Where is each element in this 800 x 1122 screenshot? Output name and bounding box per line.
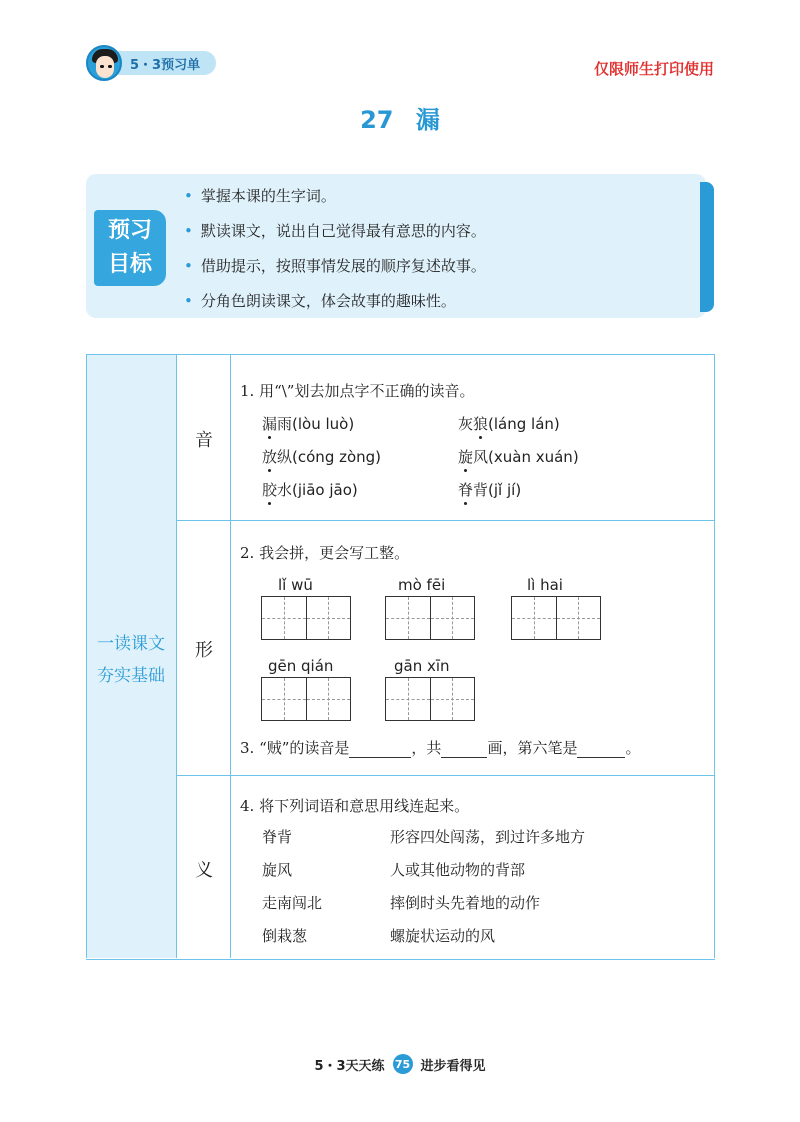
question-2: 2. 我会拼，更会写工整。 [240,544,410,562]
section-line2: 夯实基础 [97,666,165,686]
table-divider [230,354,231,958]
goals-edge [700,182,714,312]
q1-item: 漏雨(lòu luò) [262,415,355,433]
question-1: 1. 用“\”划去加点字不正确的读音。 [240,382,475,400]
writing-box[interactable] [385,596,475,640]
q1-item: 放纵(cóng zòng) [262,448,382,466]
writing-box[interactable] [261,596,351,640]
footer-left: 5・3天天练 [314,1058,385,1074]
match-left[interactable]: 走南闯北 [262,894,323,912]
q1-item: 脊背(jǐ jí) [458,481,522,499]
writing-box[interactable] [511,596,601,640]
q1-item: 灰狼(láng lán) [458,415,560,433]
q1-item: 胶水(jiāo jāo) [262,481,358,499]
pinyin-options[interactable]: (lòu luò) [292,415,355,433]
word-pinyin: lì hai [527,576,563,594]
avatar-icon [86,45,122,81]
pinyin-options[interactable]: (jǐ jí) [488,481,522,499]
answer-blank[interactable] [577,739,625,758]
lesson-name: 漏 [415,106,440,134]
goal-item: • 默读课文，说出自己觉得最有意思的内容。 [184,218,486,253]
question-3: 3. “贼”的读音是 ，共 画，第六笔是 。 [240,739,641,757]
match-right[interactable]: 人或其他动物的背部 [390,861,526,879]
goals-tag-line2: 目标 [107,252,152,277]
dotted-char: 漏 [262,415,278,433]
row-label-sound: 音 [195,430,213,451]
word-pinyin: lǐ wū [278,576,313,594]
writing-box[interactable] [385,677,475,721]
header-badge [86,48,216,78]
row-label-meaning: 义 [195,860,213,881]
pinyin-options[interactable]: (cóng zòng) [292,448,382,466]
match-left[interactable]: 旋风 [262,861,293,879]
dotted-char: 脊 [458,481,474,499]
page-number: 75 [393,1054,413,1074]
dotted-char: 狼 [473,415,489,433]
pinyin-options[interactable]: (láng lán) [488,415,560,433]
goals-tag [94,210,166,286]
section-line1: 一读课文 [97,634,165,654]
footer-right: 进步看得见 [420,1058,486,1074]
badge-label: 5・3预习单 [116,51,216,75]
table-border-right [714,354,715,958]
print-note: 仅限师生打印使用 [593,60,714,78]
question-4: 4. 将下列词语和意思用线连起来。 [240,797,470,815]
writing-box[interactable] [261,677,351,721]
section-label [86,628,176,692]
goal-item: • 掌握本课的生字词。 [184,183,486,218]
match-right[interactable]: 形容四处闯荡，到过许多地方 [390,828,586,846]
match-left[interactable]: 倒栽葱 [262,927,308,945]
pinyin-options[interactable]: (xuàn xuán) [488,448,579,466]
row-label-form: 形 [195,640,213,661]
goal-item: • 借助提示，按照事情发展的顺序复述故事。 [184,253,486,288]
row-divider [176,520,714,521]
goals-list [184,183,486,323]
dotted-char: 放 [262,448,278,466]
goal-item: • 分角色朗读课文，体会故事的趣味性。 [184,288,486,323]
match-right[interactable]: 螺旋状运动的风 [390,927,496,945]
dotted-char: 旋 [458,448,474,466]
match-right[interactable]: 摔倒时头先着地的动作 [390,894,541,912]
goals-tag-line1: 预习 [107,218,152,243]
lesson-title [0,100,800,135]
answer-blank[interactable] [349,739,411,758]
table-border-left [86,354,87,958]
word-pinyin: gān xīn [394,657,450,675]
lesson-number: 27 [360,106,394,134]
word-pinyin: mò fēi [398,576,446,594]
page-footer [0,1054,800,1074]
dotted-char: 胶 [262,481,278,499]
word-pinyin: gēn qián [268,657,334,675]
answer-blank[interactable] [441,739,487,758]
q1-item: 旋风(xuàn xuán) [458,448,579,466]
row-divider [176,775,714,776]
match-left[interactable]: 脊背 [262,828,293,846]
pinyin-options[interactable]: (jiāo jāo) [292,481,358,499]
